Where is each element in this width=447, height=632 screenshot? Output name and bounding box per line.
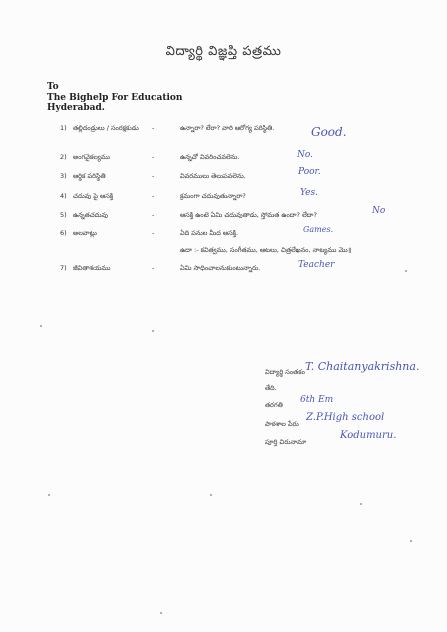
form-row-life-goal xyxy=(0,264,447,278)
scan-speck xyxy=(405,270,407,272)
row-label: అంగవైకల్యము xyxy=(73,153,111,161)
handwritten-answer-study-interest: Yes. xyxy=(300,188,318,198)
row-description: ఏమి సాధించాలనుకుంటున్నారు. xyxy=(180,264,261,272)
row-description: ఉన్నచో వివరించవలెను. xyxy=(180,153,240,161)
handwritten-answer-disability: No. xyxy=(297,150,313,160)
school-name-label: పాఠశాల పేరు xyxy=(265,420,299,428)
form-row-disability xyxy=(0,153,447,167)
handwritten-answer-financial: Poor. xyxy=(298,167,321,177)
row-description: వివరములు తెలుపవలెను. xyxy=(180,172,246,180)
form-row-parents xyxy=(0,124,447,138)
scan-speck xyxy=(410,540,412,542)
row-label: చదువు పై ఆసక్తి xyxy=(73,192,114,200)
row-description: క్రమంగా చదువుతున్నారా? xyxy=(180,192,246,200)
row-dash: - xyxy=(152,172,155,180)
full-address-value: Kodumuru. xyxy=(340,430,397,441)
row-dash: - xyxy=(152,229,155,237)
scan-speck xyxy=(48,494,50,496)
row-label: ఆర్థిక పరిస్థితి xyxy=(73,172,106,180)
handwritten-answer-parents: Good. xyxy=(311,125,347,139)
scan-speck xyxy=(160,612,162,614)
row-label: ఉన్నతచదువు xyxy=(73,211,109,219)
addressee-city: Hyderabad. xyxy=(47,103,105,113)
row-number: 7) xyxy=(60,264,67,272)
scan-speck xyxy=(152,330,154,332)
scan-speck xyxy=(210,494,212,496)
row-description: ఆసక్తి ఉంటె ఏమి చదువుతాడు, స్తోమత ఉందా? లేదా? xyxy=(180,211,317,219)
row-number: 3) xyxy=(60,172,67,180)
row-number: 5) xyxy=(60,211,67,219)
school-name-value: Z.P.High school xyxy=(306,412,385,423)
student-signature-label: విద్యార్థి సంతకం xyxy=(265,368,305,376)
row-dash: - xyxy=(152,211,155,219)
class-label: తరగతి xyxy=(265,401,283,409)
row-label: తల్లిదండ్రులు / సంరక్షకుడు xyxy=(73,124,139,132)
scan-speck xyxy=(40,325,42,327)
row-number: 1) xyxy=(60,124,67,132)
row-description: ఏది పనుల మీద ఆసక్తి. xyxy=(180,229,239,237)
full-address-label: పూర్తి చిరునామా xyxy=(265,438,307,446)
handwritten-answer-life-goal: Teacher xyxy=(298,260,335,270)
row-label: అలవాట్లు xyxy=(73,229,97,237)
form-row-financial xyxy=(0,172,447,186)
handwritten-answer-habits: Games. xyxy=(303,225,334,234)
row-number: 6) xyxy=(60,229,67,237)
row-number: 4) xyxy=(60,192,67,200)
form-title: విద్యార్థి విజ్ఞప్తి పత్రము xyxy=(165,44,282,59)
form-row-habits xyxy=(0,229,447,243)
row-description: ఉన్నారా? లేరా? వారి ఆరోగ్య పరిస్థితి. xyxy=(180,124,275,132)
row-dash: - xyxy=(152,124,155,132)
class-value: 6th Em xyxy=(300,395,334,405)
row-label: జీవితాశయము xyxy=(73,264,111,272)
addressee-to: To xyxy=(47,82,59,92)
scan-speck xyxy=(360,503,362,505)
row-number: 2) xyxy=(60,153,67,161)
examples-line: ఉదా :- కవిత్వము, సంగీతము, ఆటలు, చిత్రలేఖనం, నాట్యము మొ॥ xyxy=(180,246,352,254)
form-row-study-interest xyxy=(0,192,447,206)
row-dash: - xyxy=(152,153,155,161)
addressee-organization: The Bighelp For Education xyxy=(47,92,183,103)
date-label: తేది. xyxy=(265,384,277,392)
row-dash: - xyxy=(152,192,155,200)
addressee-block xyxy=(47,82,182,114)
row-dash: - xyxy=(152,264,155,272)
student-signature-value: T. Chaitanyakrishna. xyxy=(305,360,420,373)
handwritten-answer-higher-education: No xyxy=(372,206,386,216)
